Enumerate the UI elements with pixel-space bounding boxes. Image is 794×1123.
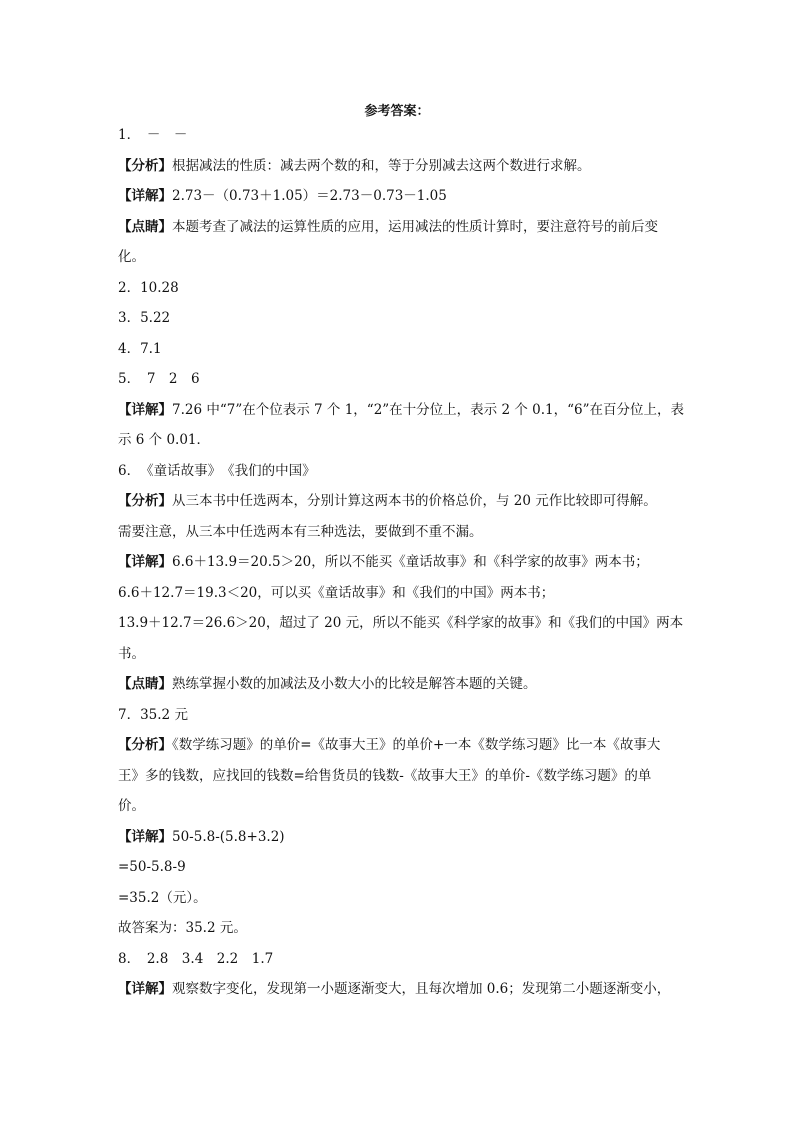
line-text: 13.9＋12.7＝26.6＞20，超过了 20 元，所以不能买《科学家的故事》和《我们的中国》两本 bbox=[118, 615, 684, 631]
text-line bbox=[118, 462, 678, 480]
line-text: 2.73－（0.73＋1.05）＝2.73－0.73－1.05 bbox=[172, 188, 447, 204]
text-line bbox=[118, 919, 678, 937]
text-line bbox=[118, 340, 678, 358]
text-line bbox=[118, 309, 678, 327]
line-text: 3．5.22 bbox=[118, 310, 171, 326]
line-text: 6.6＋13.9＝20.5＞20，所以不能买《童话故事》和《科学家的故事》两本书； bbox=[172, 554, 649, 570]
text-line bbox=[118, 553, 678, 571]
line-text: 需要注意，从三本中任选两本有三种选法，要做到不重不漏。 bbox=[118, 523, 483, 540]
text-line bbox=[118, 584, 678, 602]
line-text: 熟练掌握小数的加减法及小数大小的比较是解答本题的关键。 bbox=[172, 676, 537, 692]
text-line bbox=[118, 279, 678, 297]
line-text: 50-5.8-(5.8+3.2) bbox=[172, 828, 285, 845]
line-text: 5． 7 2 6 bbox=[118, 371, 200, 387]
text-line bbox=[118, 370, 678, 388]
text-line bbox=[118, 980, 678, 998]
text-line bbox=[118, 858, 678, 876]
line-text: 价。 bbox=[118, 798, 145, 814]
line-text: 观察数字变化，发现第一小题逐渐变大，且每次增加 0.6；发现第二小题逐渐变小， bbox=[172, 981, 671, 997]
text-line bbox=[118, 126, 678, 144]
answer-key-title: 参考答案： bbox=[364, 104, 430, 119]
section-tag: 【分析】 bbox=[118, 493, 172, 509]
text-line bbox=[118, 157, 678, 175]
line-text: 7．35.2 元 bbox=[118, 706, 188, 723]
line-text: 示 6 个 0.01． bbox=[118, 432, 211, 448]
text-line bbox=[118, 828, 678, 846]
line-text: 书。 bbox=[118, 645, 145, 662]
line-text: 《数学练习题》的单价=《故事大王》的单价+一本《数学练习题》比一本《故事大 bbox=[172, 737, 661, 753]
section-tag: 【分析】 bbox=[118, 737, 172, 753]
text-line bbox=[118, 675, 678, 693]
text-line bbox=[118, 950, 678, 968]
line-text: 化。 bbox=[118, 249, 145, 265]
line-text: 1． － － bbox=[118, 127, 188, 143]
text-line bbox=[118, 736, 678, 754]
text-line bbox=[118, 767, 678, 785]
section-tag: 【点睛】 bbox=[118, 676, 172, 692]
line-text: 2．10.28 bbox=[118, 279, 179, 296]
section-tag: 【详解】 bbox=[118, 188, 172, 204]
line-text: =50-5.8-9 bbox=[118, 859, 186, 875]
line-text: =35.2（元）。 bbox=[118, 889, 207, 906]
line-text: 故答案为：35.2 元。 bbox=[118, 920, 247, 936]
text-line bbox=[118, 706, 678, 724]
text-line bbox=[118, 523, 678, 541]
line-text: 6.6＋12.7＝19.3＜20，可以买《童话故事》和《我们的中国》两本书； bbox=[118, 584, 555, 601]
line-text: 根据减法的性质：减去两个数的和，等于分别减去这两个数进行求解。 bbox=[172, 157, 591, 174]
line-text: 从三本书中任选两本，分别计算这两本书的价格总价，与 20 元作比较即可得解。 bbox=[172, 493, 657, 509]
text-line bbox=[118, 187, 678, 205]
text-line bbox=[118, 797, 678, 815]
section-tag: 【详解】 bbox=[118, 981, 172, 997]
line-text: 4．7.1 bbox=[118, 340, 162, 357]
line-text: 6． 《童话故事》 《我们的中国》 bbox=[118, 462, 316, 479]
line-text: 7.26 中“7”在个位表示 7 个 1，“2”在十分位上，表示 2 个 0.1，“6”在百分位上，表 bbox=[172, 401, 685, 418]
text-line bbox=[118, 889, 678, 907]
section-tag: 【分析】 bbox=[118, 157, 172, 174]
section-tag: 【点睛】 bbox=[118, 218, 172, 235]
section-tag: 【详解】 bbox=[118, 828, 172, 845]
section-tag: 【详解】 bbox=[118, 554, 172, 570]
text-line bbox=[118, 431, 678, 449]
line-text: 8． 2.8 3.4 2.2 1.7 bbox=[118, 950, 274, 967]
text-line bbox=[118, 614, 684, 632]
text-line bbox=[118, 492, 678, 510]
text-line bbox=[118, 401, 685, 419]
text-line bbox=[118, 248, 678, 266]
text-line bbox=[118, 218, 678, 236]
text-line bbox=[118, 645, 678, 663]
line-text: 王》多的钱数，应找回的钱数=给售货员的钱数-《故事大王》的单价-《数学练习题》的单 bbox=[118, 767, 652, 784]
section-tag: 【详解】 bbox=[118, 401, 172, 418]
line-text: 本题考查了减法的运算性质的应用，运用减法的性质计算时，要注意符号的前后变 bbox=[172, 218, 658, 235]
